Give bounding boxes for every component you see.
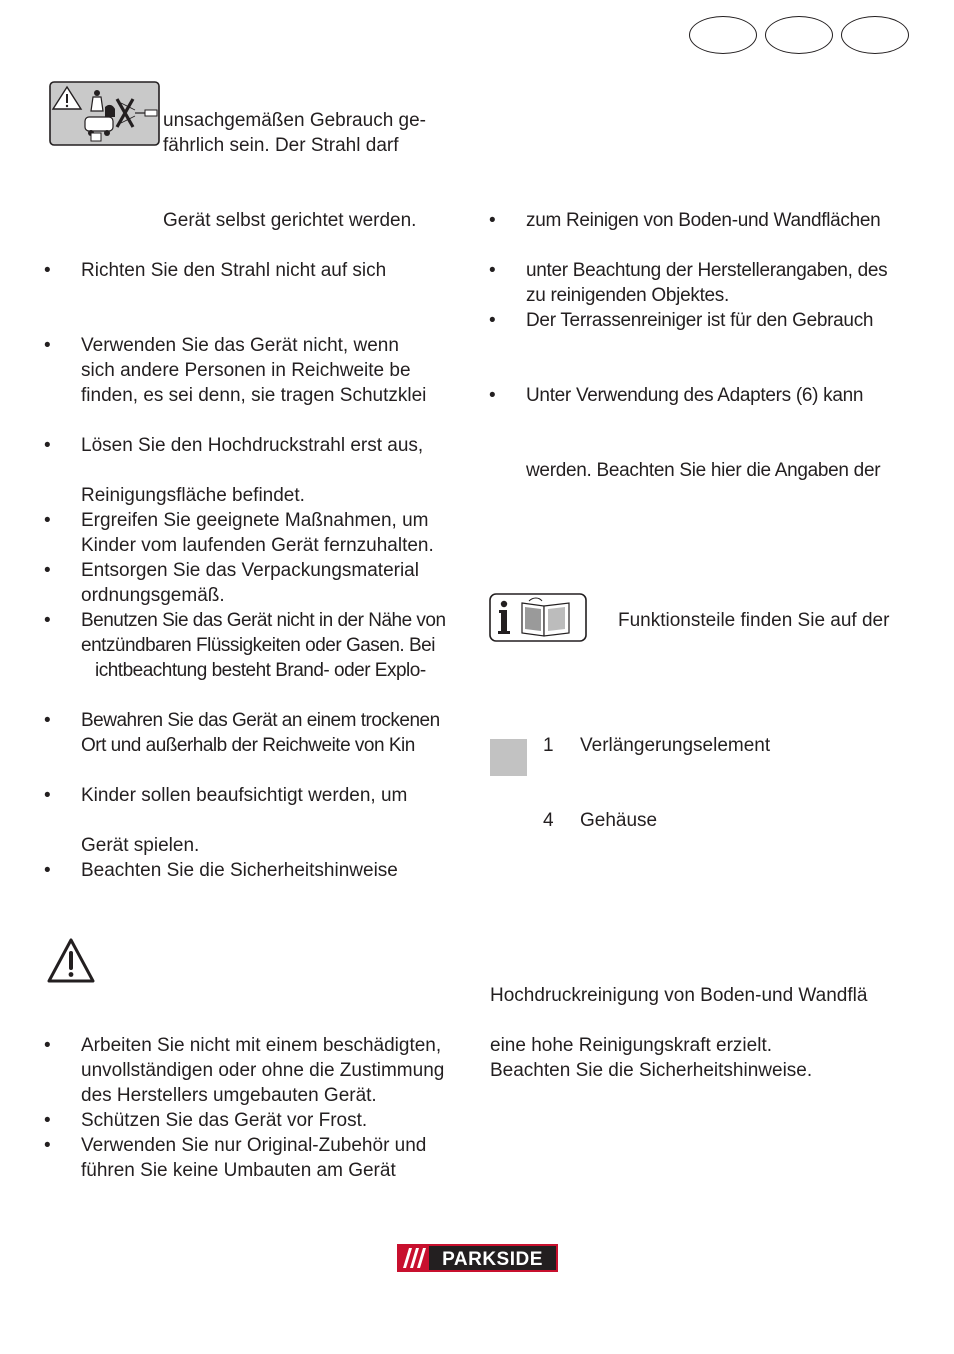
intro-line-3: Gerät selbst gerichtet werden. (163, 210, 417, 231)
list-item: Richten Sie den Strahl nicht auf sich (81, 260, 387, 281)
intro-line-1: unsachgemäßen Gebrauch ge- (163, 110, 426, 131)
part-number: 4 (543, 810, 554, 831)
bullet-glyph: • (489, 385, 496, 406)
list-item: Entsorgen Sie das Verpackungsmaterial (81, 560, 419, 581)
list-item: Ort und außerhalb der Reichweite von Kin (81, 735, 415, 756)
list-item: unter Beachtung der Herstellerangaben, des (526, 260, 888, 281)
bullet-glyph: • (489, 210, 496, 231)
list-item: Kinder vom laufenden Gerät fernzuhalten. (81, 535, 434, 556)
list-item: Reinigungsfläche befindet. (81, 485, 305, 506)
list-item: Schützen Sie das Gerät vor Frost. (81, 1110, 368, 1131)
list-item: sich andere Personen in Reichweite be (81, 360, 411, 381)
list-item: zu reinigenden Objektes. (526, 285, 729, 306)
list-item: unvollständigen oder ohne die Zustimmung (81, 1060, 445, 1081)
list-item: ichtbeachtung besteht Brand- oder Explo- (95, 660, 426, 681)
list-item: Kinder sollen beaufsichtigt werden, um (81, 785, 408, 806)
list-item: Benutzen Sie das Gerät nicht in der Nähe von (81, 610, 446, 631)
list-item: Arbeiten Sie nicht mit einem beschädigten, (81, 1035, 442, 1056)
list-item: Gerät spielen. (81, 835, 200, 856)
bullet-glyph: • (44, 860, 51, 881)
list-item: Verwenden Sie nur Original-Zubehör und (81, 1135, 427, 1156)
list-item: Ergreifen Sie geeignete Maßnahmen, um (81, 510, 429, 531)
bullet-glyph: • (44, 1035, 51, 1056)
bullet-glyph: • (44, 710, 51, 731)
info-manual-icon (489, 593, 587, 642)
desc-line-3: Beachten Sie die Sicherheitshinweise. (490, 1060, 813, 1081)
language-tab-2 (765, 16, 833, 54)
bullet-glyph: • (44, 1135, 51, 1156)
part-name: Verlängerungselement (580, 735, 771, 756)
bullet-glyph: • (44, 335, 51, 356)
bullet-glyph: • (489, 310, 496, 331)
figure-marker-box (490, 739, 527, 776)
jet-warning-pictogram-icon (49, 81, 161, 147)
bullet-glyph: • (44, 435, 51, 456)
list-item: zum Reinigen von Boden-und Wandflächen (526, 210, 881, 231)
intro-line-2: fährlich sein. Der Strahl darf (163, 135, 399, 156)
list-item: finden, es sei denn, sie tragen Schutzklei (81, 385, 427, 406)
list-item: Verwenden Sie das Gerät nicht, wenn (81, 335, 399, 356)
parkside-logo (397, 1244, 558, 1272)
bullet-glyph: • (44, 610, 51, 631)
part-name: Gehäuse (580, 810, 658, 831)
list-item: ordnungsgemäß. (81, 585, 225, 606)
list-item: Beachten Sie die Sicherheitshinweise (81, 860, 398, 881)
list-item: Unter Verwendung des Adapters (6) kann (526, 385, 864, 406)
language-tab-1 (689, 16, 757, 54)
info-text: Funktionsteile finden Sie auf der (618, 610, 890, 631)
list-item: werden. Beachten Sie hier die Angaben der (526, 460, 881, 481)
bullet-glyph: • (44, 785, 51, 806)
list-item: Der Terrassenreiniger ist für den Gebrauch (526, 310, 874, 331)
language-tab-3 (841, 16, 909, 54)
bullet-glyph: • (44, 1110, 51, 1131)
list-item: führen Sie keine Umbauten am Gerät (81, 1160, 396, 1181)
list-item: entzündbaren Flüssigkeiten oder Gasen. Bei (81, 635, 435, 656)
list-item: Bewahren Sie das Gerät an einem trockenen (81, 710, 440, 731)
logo-text: PARKSIDE (442, 1249, 543, 1270)
desc-line-2: eine hohe Reinigungskraft erzielt. (490, 1035, 773, 1056)
desc-line-1: Hochdruckreinigung von Boden-und Wandflä (490, 985, 868, 1006)
bullet-glyph: • (44, 510, 51, 531)
list-item: des Herstellers umgebauten Gerät. (81, 1085, 377, 1106)
warning-triangle-icon (46, 937, 96, 985)
bullet-glyph: • (44, 260, 51, 281)
part-number: 1 (543, 735, 554, 756)
bullet-glyph: • (489, 260, 496, 281)
list-item: Lösen Sie den Hochdruckstrahl erst aus, (81, 435, 424, 456)
bullet-glyph: • (44, 560, 51, 581)
